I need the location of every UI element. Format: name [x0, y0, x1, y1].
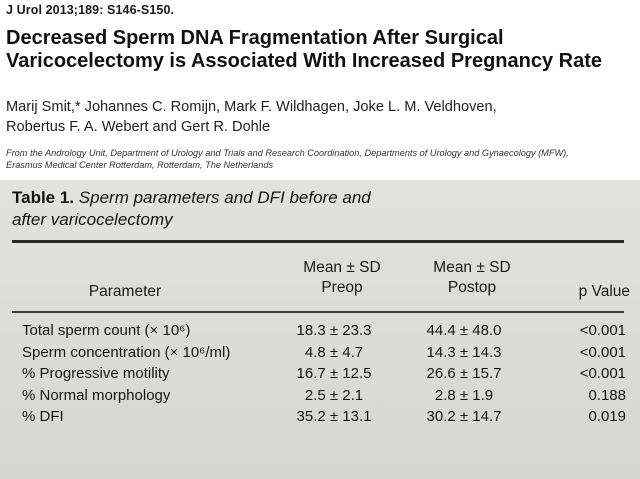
table-header-rule	[12, 311, 624, 313]
affiliation-line-2: Erasmus Medical Center Rotterdam, Rotterdam, The Netherlands	[6, 160, 274, 170]
cell-preop: 16.7 ± 12.5	[296, 365, 372, 382]
cell-preop: 18.3 ± 23.3	[296, 322, 372, 339]
title-line-2: Varicocelectomy is Associated With Increased Pregnancy Rate	[6, 50, 602, 72]
cell-pvalue: <0.001	[579, 322, 626, 339]
article-header	[0, 0, 640, 182]
journal-citation: J Urol 2013;189: S146-S150.	[6, 3, 175, 17]
cell-parameter: % Progressive motility	[22, 365, 170, 382]
cell-postop: 14.3 ± 14.3	[426, 343, 502, 361]
table-caption-line-2: after varicocelectomy	[12, 210, 173, 229]
table-row	[12, 406, 624, 428]
table-caption-text-1: Sperm parameters and DFI before and	[78, 188, 371, 207]
cell-parameter: % Normal morphology	[22, 386, 171, 404]
cell-postop: 26.6 ± 15.7	[426, 365, 502, 382]
table-top-rule	[12, 240, 624, 243]
cell-postop: 44.4 ± 48.0	[426, 322, 502, 339]
authors-line-1: Marij Smit,* Johannes C. Romijn, Mark F. Wildhagen, Joke L. M. Veldhoven,	[6, 99, 497, 115]
authors-line-2: Robertus F. A. Webert and Gert R. Dohle	[6, 119, 271, 135]
affiliation-line-1: From the Andrology Unit, Department of Urology and Trials and Research Coordination, Departments of Urology and Gynaecology (MFW),	[6, 148, 569, 158]
article-title	[6, 27, 636, 73]
table-caption	[12, 187, 512, 231]
table-row	[12, 385, 624, 407]
cell-postop: 2.8 ± 1.9	[434, 386, 494, 404]
cell-parameter: Total sperm count (× 10⁶)	[22, 322, 191, 339]
cell-pvalue: 0.019	[588, 408, 626, 425]
cell-parameter: Sperm concentration (× 10⁶/ml)	[22, 343, 231, 361]
cell-pvalue: <0.001	[579, 365, 626, 382]
header-preop-line-1: Mean ± SD	[303, 259, 381, 276]
header-preop	[282, 258, 402, 298]
header-parameter: Parameter	[88, 283, 162, 300]
cell-preop: 35.2 ± 13.1	[296, 408, 372, 425]
cell-pvalue: <0.001	[579, 343, 626, 361]
table-row	[12, 320, 624, 342]
header-preop-line-2: Preop	[321, 279, 363, 296]
table-body	[12, 320, 624, 428]
header-pvalue: p Value	[578, 283, 630, 300]
affiliation	[6, 147, 636, 171]
title-line-1: Decreased Sperm DNA Fragmentation After Surgical	[6, 27, 504, 49]
header-postop	[412, 258, 532, 298]
header-postop-line-1: Mean ± SD	[433, 259, 511, 276]
cell-preop: 4.8 ± 4.7	[304, 343, 364, 361]
cell-postop: 30.2 ± 14.7	[426, 408, 502, 425]
cell-pvalue: 0.188	[588, 386, 626, 404]
table-row	[12, 363, 624, 385]
author-list	[6, 97, 634, 137]
table-row	[12, 342, 624, 364]
table-caption-line-1	[12, 187, 512, 209]
table-number: Table 1.	[12, 188, 75, 207]
cell-preop: 2.5 ± 2.1	[304, 386, 364, 404]
header-postop-line-2: Postop	[447, 279, 497, 296]
cell-parameter: % DFI	[22, 408, 64, 425]
